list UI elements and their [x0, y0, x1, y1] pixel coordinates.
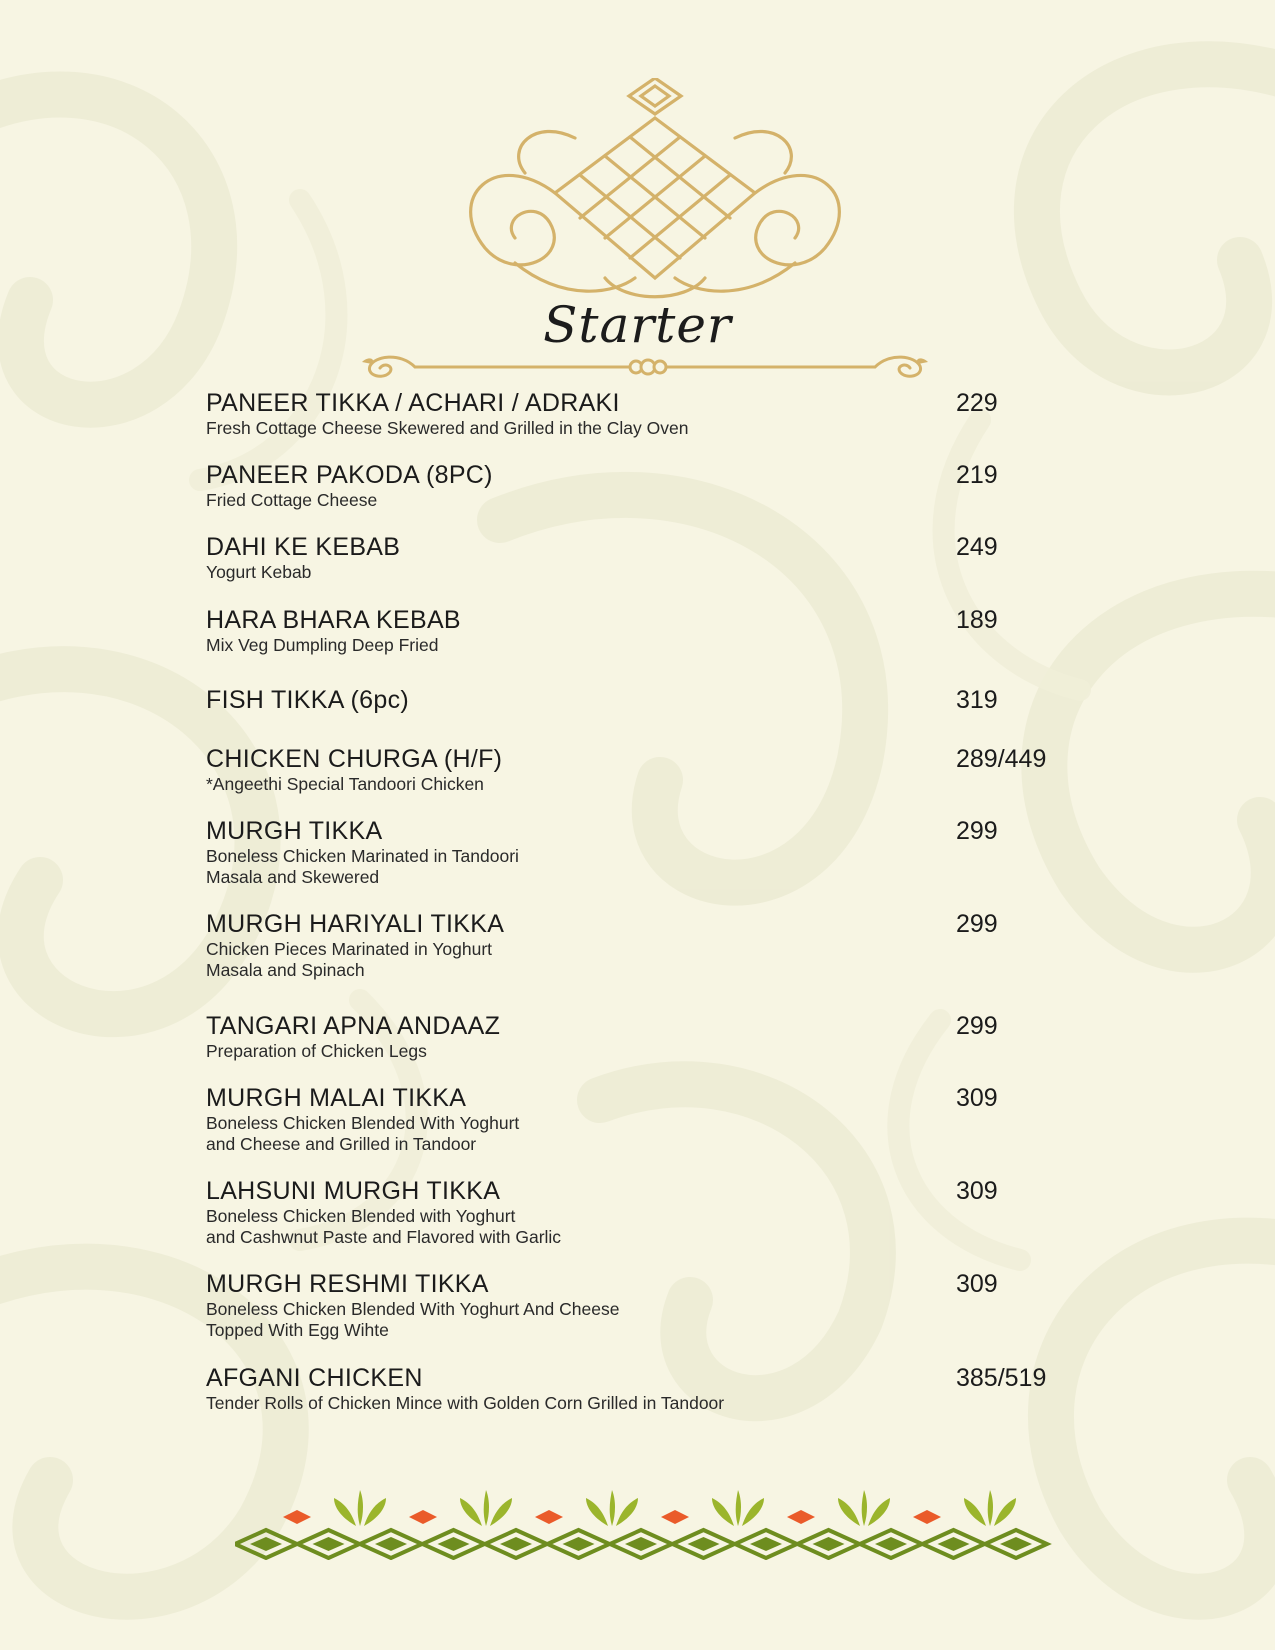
dish-description: Preparation of Chicken Legs [206, 1041, 427, 1061]
green-diamond-icon [735, 1530, 797, 1558]
menu-item [206, 388, 1086, 439]
dish-description: Yogurt Kebab [206, 562, 312, 582]
orange-diamond-icon [409, 1510, 437, 1524]
green-diamond-icon [235, 1530, 297, 1558]
dish-name: DAHI KE KEBAB [206, 533, 401, 561]
menu-item [206, 909, 1086, 981]
dish-price: 309 [956, 1177, 998, 1205]
green-diamond-icon [298, 1530, 360, 1558]
dish-price: 189 [956, 606, 998, 634]
dish-price: 309 [956, 1084, 998, 1112]
menu-item [206, 1363, 1086, 1414]
section-title: Starter [543, 296, 732, 354]
dish-name: HARA BHARA KEBAB [206, 606, 461, 634]
dish-description: Masala and Spinach [206, 960, 365, 980]
dish-description: Masala and Skewered [206, 867, 380, 887]
green-diamond-icon [485, 1530, 547, 1558]
green-diamond-icon [673, 1530, 735, 1558]
leaf-sprout-icon [838, 1490, 890, 1526]
dish-name: MURGH HARIYALI TIKKA [206, 910, 505, 938]
green-diamond-icon [610, 1530, 672, 1558]
orange-diamond-icon [283, 1510, 311, 1524]
dish-price: 289/449 [956, 745, 1047, 773]
dish-description: Boneless Chicken Blended With Yoghurt [206, 1113, 520, 1133]
menu-item [206, 460, 1086, 511]
leaf-sprout-icon [334, 1490, 386, 1526]
dish-price: 249 [956, 533, 998, 561]
dish-price: 299 [956, 910, 998, 938]
menu-item [206, 685, 1086, 715]
dish-name: FISH TIKKA (6pc) [206, 686, 410, 714]
dish-price: 319 [956, 686, 998, 714]
dish-description: Tender Rolls of Chicken Mince with Golden Corn Grilled in Tandoor [206, 1393, 725, 1413]
orange-diamond-icon [661, 1510, 689, 1524]
menu-item [206, 816, 1086, 888]
dish-name: AFGANI CHICKEN [206, 1364, 423, 1392]
gold-flourish-divider-icon [360, 352, 930, 382]
menu-item [206, 1269, 1086, 1341]
dish-name: MURGH RESHMI TIKKA [206, 1270, 489, 1298]
green-diamond-icon [798, 1530, 860, 1558]
ornamental-lattice-crest-icon [455, 78, 855, 308]
green-diamond-icon [985, 1530, 1047, 1558]
menu-item [206, 1011, 1086, 1062]
dish-name: PANEER PAKODA (8PC) [206, 461, 493, 489]
orange-diamond-icon [787, 1510, 815, 1524]
menu-item [206, 1176, 1086, 1248]
leaf-sprout-icon [964, 1490, 1016, 1526]
dish-description: Chicken Pieces Marinated in Yoghurt [206, 939, 493, 959]
dish-price: 299 [956, 817, 998, 845]
dish-name: TANGARI APNA ANDAAZ [206, 1012, 501, 1040]
leaf-sprout-icon [712, 1490, 764, 1526]
green-diamond-icon [860, 1530, 922, 1558]
dish-price: 219 [956, 461, 998, 489]
dish-description: and Cashwnut Paste and Flavored with Garlic [206, 1227, 562, 1247]
menu-item [206, 1083, 1086, 1155]
dish-price: 385/519 [956, 1364, 1047, 1392]
dish-description: Boneless Chicken Blended with Yoghurt [206, 1206, 516, 1226]
leaf-sprout-icon [460, 1490, 512, 1526]
dish-name: MURGH TIKKA [206, 817, 383, 845]
green-diamond-icon [923, 1530, 985, 1558]
dish-price: 309 [956, 1270, 998, 1298]
dish-description: Fried Cottage Cheese [206, 490, 378, 510]
dish-name: CHICKEN CHURGA (H/F) [206, 745, 503, 773]
dish-name: LAHSUNI MURGH TIKKA [206, 1177, 501, 1205]
dish-description: Boneless Chicken Blended With Yoghurt And Cheese [206, 1299, 620, 1319]
menu-item [206, 532, 1086, 583]
dish-description: Fresh Cottage Cheese Skewered and Grilled in the Clay Oven [206, 418, 689, 438]
dish-price: 229 [956, 389, 998, 417]
green-diamond-icon [360, 1530, 422, 1558]
green-diamond-icon [423, 1530, 485, 1558]
green-diamond-icon [548, 1530, 610, 1558]
dish-description: *Angeethi Special Tandoori Chicken [206, 774, 484, 794]
orange-diamond-icon [535, 1510, 563, 1524]
dish-name: MURGH MALAI TIKKA [206, 1084, 467, 1112]
menu-item [206, 605, 1086, 656]
dish-description: Topped With Egg Wihte [206, 1320, 389, 1340]
orange-diamond-icon [913, 1510, 941, 1524]
leaf-sprout-icon [586, 1490, 638, 1526]
dish-description: Mix Veg Dumpling Deep Fried [206, 635, 439, 655]
dish-name: PANEER TIKKA / ACHARI / ADRAKI [206, 389, 620, 417]
menu-item [206, 744, 1086, 795]
leaf-diamond-border-icon [235, 1488, 1057, 1560]
dish-description: and Cheese and Grilled in Tandoor [206, 1134, 477, 1154]
dish-price: 299 [956, 1012, 998, 1040]
dish-description: Boneless Chicken Marinated in Tandoori [206, 846, 519, 866]
